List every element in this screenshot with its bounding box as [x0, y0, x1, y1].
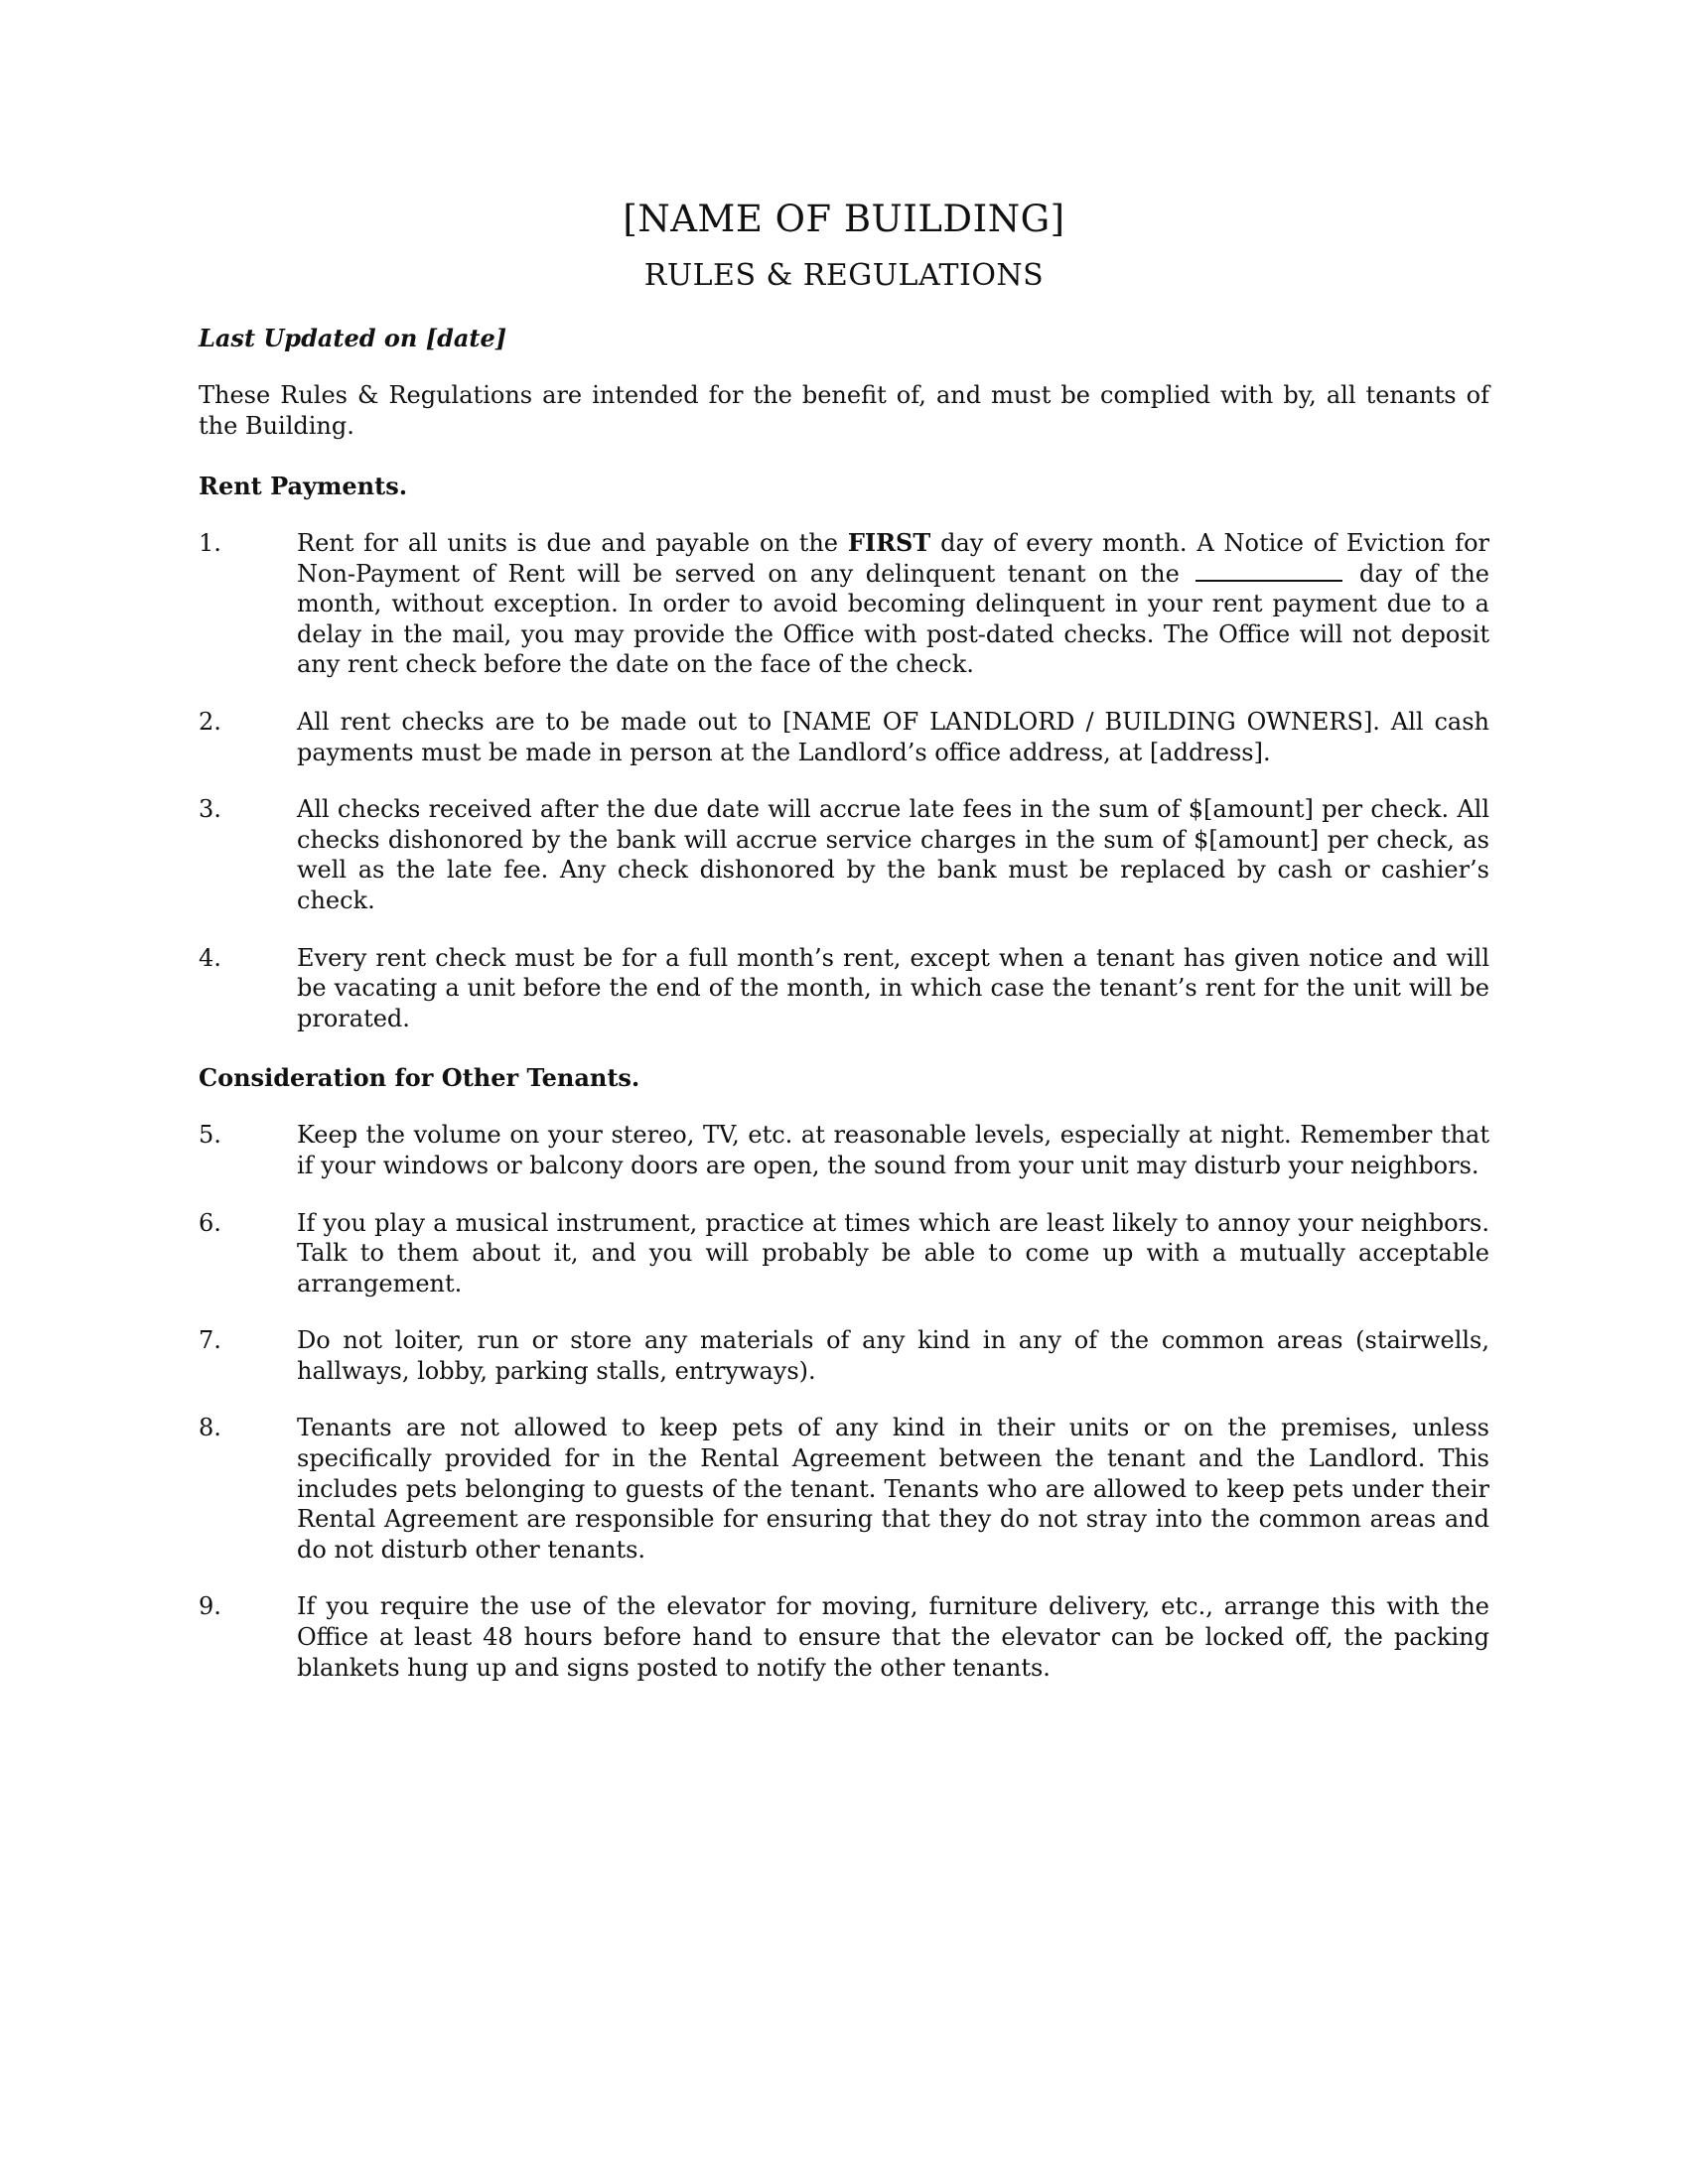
rule-text-part: day of every month. A Notice of Eviction for Non-Payment of Rent will be served on any delinquent tenant on the	[297, 529, 1489, 588]
rule-text: Tenants are not allowed to keep pets of any kind in their units or on the premises, unless specifically provided for in the Rental Agreement between the tenant and the Landlord. This includes pets belonging to guests of the tenant. Tenants who are allowed to keep pets under their Rental Agreement are responsible for ensuring that they do not stray into the common areas and do not disturb other tenants.	[297, 1414, 1489, 1564]
rule-item	[199, 707, 1489, 767]
rule-text: All checks received after the due date will accrue late fees in the sum of $[amount] per check. All checks dishonored by the bank will accrue service charges in the sum of $[amount] per check, as well as the late fee. Any check dishonored by the bank must be replaced by cash or cashier’s check.	[297, 795, 1489, 914]
rule-number: 3.	[199, 795, 221, 824]
rule-item	[199, 1120, 1489, 1180]
rule-text: All rent checks are to be made out to [NAME OF LANDLORD / BUILDING OWNERS]. All cash payments must be made in person at the Landlord’s office address, at [address].	[297, 707, 1489, 766]
rule-item	[199, 528, 1489, 680]
section-heading-rent-payments: Rent Payments.	[199, 472, 408, 500]
intro-paragraph: These Rules & Regulations are intended for the benefit of, and must be complied with by, all tenants of the Building.	[199, 381, 1489, 440]
rule-item	[199, 943, 1489, 1034]
document-title: [NAME OF BUILDING]	[623, 198, 1065, 240]
rule-number: 9.	[199, 1592, 221, 1621]
rule-number: 5.	[199, 1121, 221, 1150]
rule-item	[199, 1208, 1489, 1299]
rule-number: 1.	[199, 529, 221, 557]
rule-text-part: day of the month, without exception. In order to avoid becoming delinquent in your rent payment due to a delay in the mail, you may provide the Office with post-dated checks. The Office will not deposit any rent check before the date on the face of the check.	[297, 559, 1489, 679]
document-content	[199, 195, 1489, 1683]
rule-number: 6.	[199, 1208, 221, 1237]
rule-item	[199, 1325, 1489, 1386]
rule-text: Do not loiter, run or store any materials of any kind in any of the common areas (stairwells, hallways, lobby, parking stalls, entryways).	[297, 1326, 1489, 1385]
last-updated: Last Updated on [date]	[199, 324, 507, 352]
rule-text: If you play a musical instrument, practice at times which are least likely to annoy your neighbors. Talk to them about it, and you will probably be able to come up with a mutually acceptable arrangement.	[297, 1208, 1489, 1297]
section-heading-consideration: Consideration for Other Tenants.	[199, 1063, 640, 1093]
rule-number: 7.	[199, 1326, 221, 1355]
rule-number: 2.	[199, 707, 221, 736]
rule-item	[199, 1413, 1489, 1565]
rule-text-bold: FIRST	[847, 528, 931, 557]
fill-in-blank	[1196, 560, 1342, 582]
rule-number: 4.	[199, 943, 221, 972]
rule-item	[199, 1591, 1489, 1683]
rule-text: Keep the volume on your stereo, TV, etc. at reasonable levels, especially at night. Remember that if your windows or balcony doors are open, the sound from your unit may disturb your neighbors.	[297, 1121, 1489, 1179]
rule-number: 8.	[199, 1414, 221, 1442]
rule-text: If you require the use of the elevator for moving, furniture delivery, etc., arrange this with the Office at least 48 hours before hand to ensure that the elevator can be locked off, the packing blankets hung up and signs posted to notify the other tenants.	[297, 1592, 1489, 1682]
document-subtitle: RULES & REGULATIONS	[643, 258, 1045, 293]
rule-text-part: Rent for all units is due and payable on the	[297, 529, 848, 557]
rule-item	[199, 794, 1489, 915]
rule-text: Every rent check must be for a full month’s rent, except when a tenant has given notice and will be vacating a unit before the end of the month, in which case the tenant’s rent for the unit will be prorated.	[297, 943, 1489, 1032]
rule-text	[297, 528, 1489, 680]
